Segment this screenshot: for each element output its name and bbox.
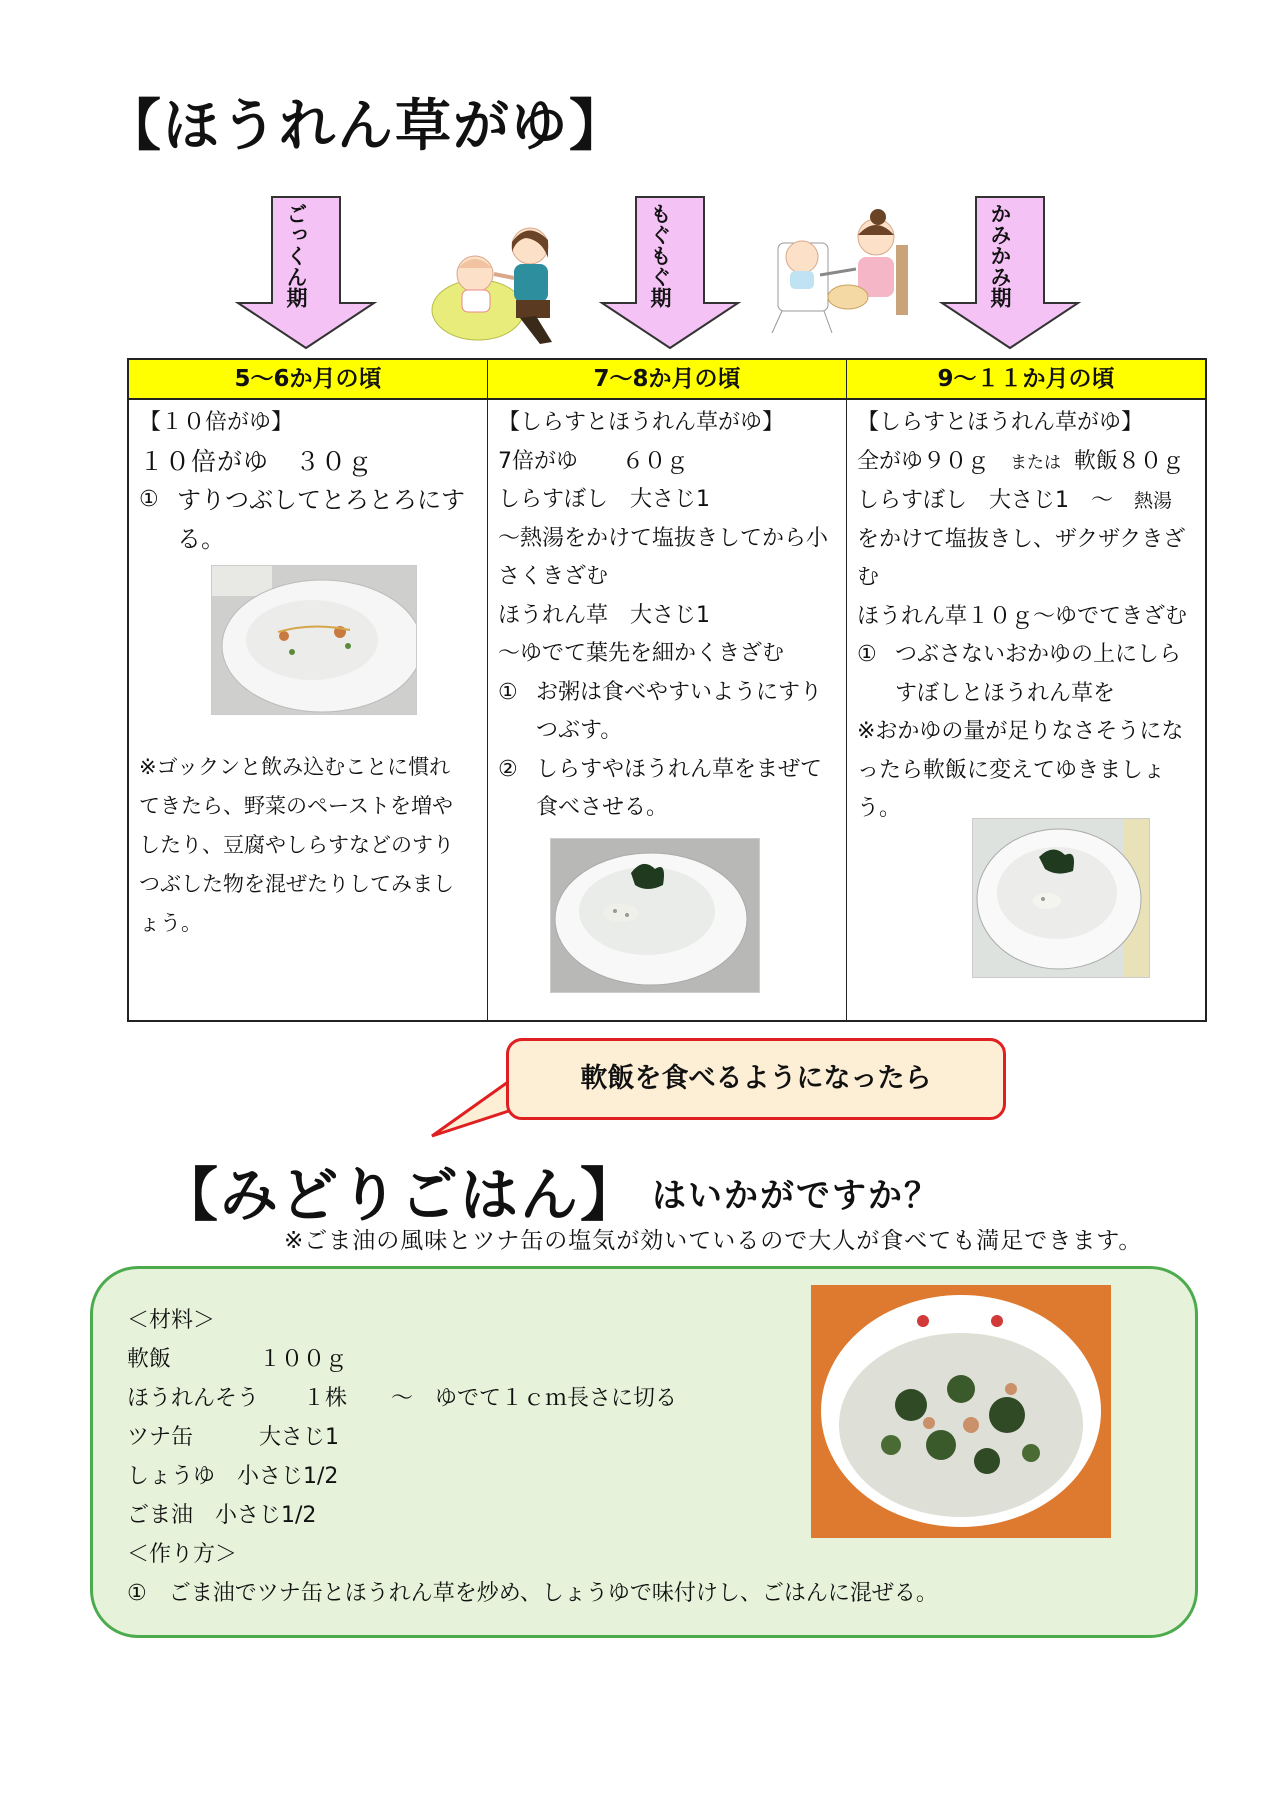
callout-bubble: 軟飯を食べるようになったら [506,1038,1006,1120]
dish-name: 【しらすとほうれん草がゆ】 [498,410,785,435]
page-title: 【ほうれん草がゆ】 [105,94,627,159]
column-body [129,400,487,558]
stage-note: ※おかゆの量が足りなさそうになったら軟飯に変えてゆきましょう。 [857,719,1184,821]
ingredient-line: をかけて塩抜きし、ザクザクきざむ [857,526,1186,590]
ingredient-line: しらすぼし 大さじ1 [498,487,710,512]
ingredient-line: ～ゆでて葉先を細かくきざむ [498,641,785,666]
ingredient-line: しょうゆ 小さじ1/2 [127,1464,339,1489]
ingredient-line: ごま油 小さじ1/2 [127,1503,317,1528]
ingredient-main: しらすぼし 大さじ1 ～ [857,488,1113,513]
ingredients-heading: ＜材料＞ [127,1308,216,1333]
method-step: ① ごま油でツナ缶とほうれん草を炒め、しょうゆで味付けし、ごはんに混ぜる。 [127,1581,938,1606]
section-note: ※ごま油の風味とツナ缶の塩気が効いているので大人が食べても満足できます。 [284,1228,1143,1254]
step-text: お粥は食べやすいようにすりつぶす。 [536,679,823,743]
ingredient-line: ツナ缶 大さじ1 [127,1425,339,1450]
column-body [488,400,846,828]
whole-porridge-photo [972,818,1150,978]
dish-name: 【しらすとほうれん草がゆ】 [857,410,1144,435]
method-heading: ＜作り方＞ [127,1542,238,1567]
column-body [847,400,1205,829]
stage-arrow-gokkun [234,195,378,350]
green-rice-photo [811,1285,1111,1538]
column-header: 9～１１か月の頃 [847,360,1205,400]
stage-label: かみかみ期 [988,203,1012,308]
stage-table [127,358,1207,1022]
dish-name: 【１０倍がゆ】 [139,410,294,435]
ingredient-alt: または [1010,452,1062,473]
section-title-sub: はいかがですか？ [652,1176,941,1216]
ingredient-line: ～熱湯をかけて塩抜きしてから小さくきざむ [498,525,829,589]
step-item [857,636,1195,713]
ingredient-line [857,482,1195,521]
column-header: 7～8か月の頃 [488,360,846,400]
step-text: つぶさないおかゆの上にしらすぼしとほうれん草を [895,642,1182,706]
ingredient-line: １０倍がゆ ３０ｇ [139,446,374,476]
step-number: ① [498,679,518,705]
ingredient-line [857,443,1195,483]
section-title-main: 【みどりごはん】 [160,1161,641,1229]
ingredient-line: ほうれん草 大さじ1 [498,602,710,628]
step-text: すりつぶしてとろとろにする。 [177,486,465,553]
ingredient-line: ほうれん草１０ｇ～ゆでてきざむ [857,603,1188,629]
stage-column-5-6 [129,360,488,1020]
stage-column-7-8 [488,360,847,1020]
column-header: 5～6か月の頃 [129,360,487,400]
shirasu-spinach-porridge-photo [550,838,760,993]
section-title [160,1148,940,1232]
stage-column-9-11 [847,360,1205,1020]
ingredient-line: 7倍がゆ ６０ｇ [498,448,688,474]
step-item [498,751,836,828]
ingredient-main: 全がゆ９０ｇ [857,448,990,474]
step-item [139,481,477,558]
ingredient-small: 熱湯 [1134,490,1173,512]
step-number: ① [139,487,159,512]
ingredient-tail: 軟飯８０ｇ [1074,448,1185,474]
step-number: ① [857,642,877,667]
stage-arrow-mogumogu [598,195,742,350]
step-text: しらすやほうれん草をまぜて食べさせる。 [536,756,823,820]
mother-baby-meal-illustration [768,205,918,333]
step-number: ② [498,756,518,782]
rice-porridge-photo [211,565,417,715]
ingredient-line: 軟飯 １００ｇ [127,1347,348,1372]
stage-label: ごっくん期 [284,203,308,308]
ingredient-line: ほうれんそう １株 ～ ゆでて１ｃｍ長さに切る [127,1386,678,1411]
step-item [498,674,836,751]
stage-note: ※ゴックンと飲み込むことに慣れてきたら、野菜のペーストを増やしたり、豆腐やしらすなどのすりつぶした物を混ぜたりしてみましょう。 [139,755,454,935]
stage-label: もぐもぐ期 [648,203,672,308]
feeding-baby-illustration [428,212,558,347]
stage-arrow-kamikami [938,195,1082,350]
recipe-box [90,1266,1198,1638]
